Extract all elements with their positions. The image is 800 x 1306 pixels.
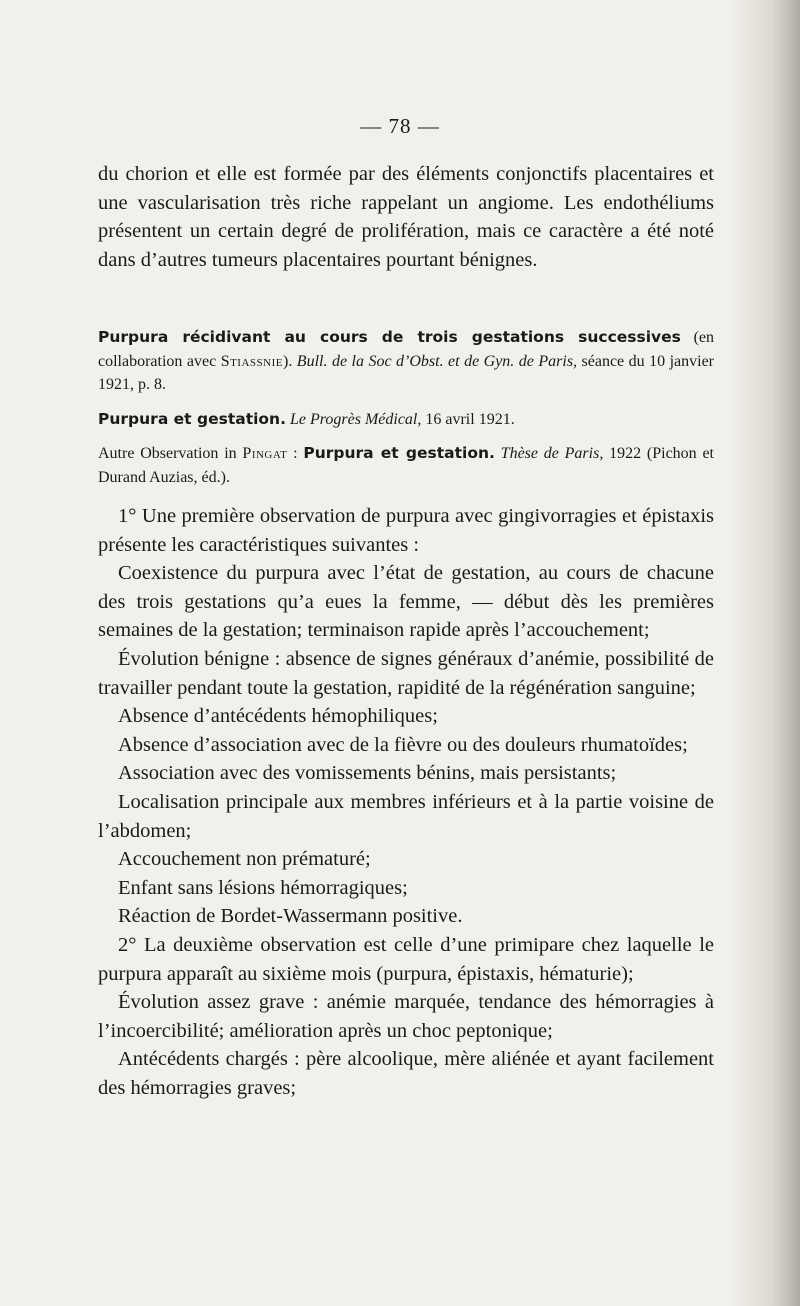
observation-line: Évolution assez grave : anémie marquée, tendance des hémorragies à l’incoercibilité; amélioration après un choc peptonique; [98,991,714,1042]
observation-line: Absence d’association avec de la fièvre ou des douleurs rhumatoïdes; [118,733,688,756]
reference-journal: Thèse de Paris, [494,445,604,462]
observation-line: Localisation principale aux membres inférieurs et à la partie voisine de l’abdomen; [98,790,714,842]
reference-title: Purpura et gestation. [98,409,286,428]
observation-line: 2° La deuxième observation est celle d’une primipare chez laquelle le purpura apparaît au sixième mois (purpura, épistaxis, hématurie); [98,933,714,985]
observation-line: Accouchement non prématuré; [118,848,371,871]
reference-journal: Bull. de la Soc d’Obst. et de Gyn. de Paris, [296,352,578,370]
intro-paragraph: du chorion et elle est formée par des éléments conjonctifs placentaires et une vascularisation très riche rappelant un angiome. Les endothéliums présentent un certain degré de prolifération, mais ce caractère a été noté dans d’autres tumeurs placentaires pourtant bénignes. [98,163,714,271]
reference-journal: Le Progrès Médical, [285,410,422,428]
observation-line: Réaction de Bordet-Wassermann positive. [118,905,463,928]
reference-author: Pingat [242,445,288,462]
reference-item: Purpura et gestation. Le Progrès Médical, 16 avril 1921. [98,409,515,428]
reference-item: Purpura récidivant au cours de trois gestations successives (en collaboration avec Stiassnie). Bull. de la Soc d’Obst. et de Gyn. de Paris, séance du 10 janvier 1921, p. 8. [98,328,715,393]
observations-list [98,502,714,1102]
observation-line: Absence d’antécédents hémophiliques; [118,705,438,728]
observation-line: Enfant sans lésions hémorragiques; [118,876,408,899]
observation-line: Évolution bénigne : absence de signes généraux d’anémie, possibilité de travailler pendant toute la gestation, rapidité de la régénération sanguine; [98,647,714,699]
observation-line: 1° Une première observation de purpura avec gingivorragies et épistaxis présente les caractéristiques suivantes : [98,505,714,556]
observation-line: Coexistence du purpura avec l’état de gestation, au cours de chacune des trois gestations qu’a eues la femme, — début dès les premières semaines de la gestation; terminaison rapide après l’accouchement; [98,562,714,642]
reference-author: Stiassnie [220,352,283,370]
reference-list [98,326,714,500]
page-number: — 78 — [360,114,440,138]
page-edge-shadow [730,0,800,1306]
reference-item: Autre Observation in Pingat : Purpura et gestation. Thèse de Paris, 1922 (Pichon et Durand Auzias, éd.). [98,444,715,486]
reference-title: Purpura récidivant au cours de trois gestations successives [98,328,681,346]
observation-line: Antécédents chargés : père alcoolique, mère aliénée et ayant facilement des hémorragies graves; [98,1048,714,1099]
reference-title: Purpura et gestation. [303,444,495,462]
observation-line: Association avec des vomissements bénins, mais persistants; [118,762,617,785]
